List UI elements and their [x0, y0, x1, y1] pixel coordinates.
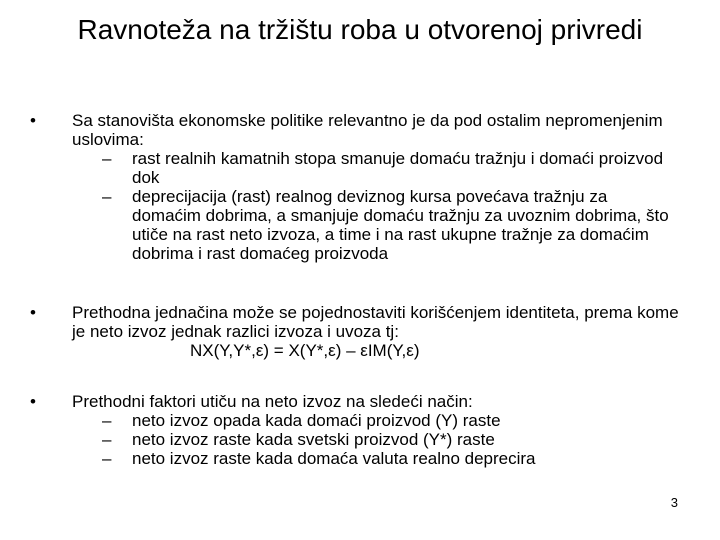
bullet-item	[30, 392, 680, 468]
bullet-text: Prethodna jednačina može se pojednostaviti korišćenjem identiteta, prema kome je neto izvoz jednak razlici izvoza i uvoza tj:	[72, 303, 679, 341]
bullet-text: Prethodni faktori utiču na neto izvoz na sledeći način:	[72, 392, 473, 411]
sub-item-text: neto izvoz opada kada domaći proizvod (Y) raste	[132, 411, 501, 430]
dash-marker: –	[102, 149, 112, 168]
sub-item	[102, 411, 680, 430]
dash-marker: –	[102, 411, 112, 430]
bullet-item	[30, 111, 680, 263]
sub-item-text: neto izvoz raste kada svetski proizvod (Y*) raste	[132, 430, 495, 449]
sub-item-text: neto izvoz raste kada domaća valuta realno deprecira	[132, 449, 536, 468]
page-number: 3	[670, 495, 678, 510]
sub-item	[102, 187, 680, 263]
sub-item	[102, 430, 680, 449]
bullet-item	[30, 303, 680, 360]
dash-marker: –	[102, 187, 112, 206]
dash-marker: –	[102, 449, 112, 468]
formula: NX(Y,Y*,ε) = X(Y*,ε) – εIM(Y,ε)	[190, 341, 420, 360]
bullet-marker: •	[30, 303, 36, 322]
sub-item-text: deprecijacija (rast) realnog deviznog kursa povećava tražnju za domaćim dobrima, a smanjuje domaću tražnju za uvoznim dobrima, što utiče na rast neto izvoza, a time i na rast ukupne tražnje za domaćim dobrima i rast domaćeg proizvoda	[132, 187, 669, 263]
bullet-marker: •	[30, 392, 36, 411]
sub-item	[102, 449, 680, 468]
bullet-text: Sa stanovišta ekonomske politike relevantno je da pod ostalim nepromenjenim uslovima:	[72, 111, 663, 149]
dash-marker: –	[102, 430, 112, 449]
sub-item-text: rast realnih kamatnih stopa smanuje domaću tražnju i domaći proizvod dok	[132, 149, 664, 187]
slide-title: Ravnoteža na tržištu roba u otvorenoj privredi	[77, 14, 643, 45]
sub-item	[102, 149, 680, 187]
bullet-marker: •	[30, 111, 36, 130]
